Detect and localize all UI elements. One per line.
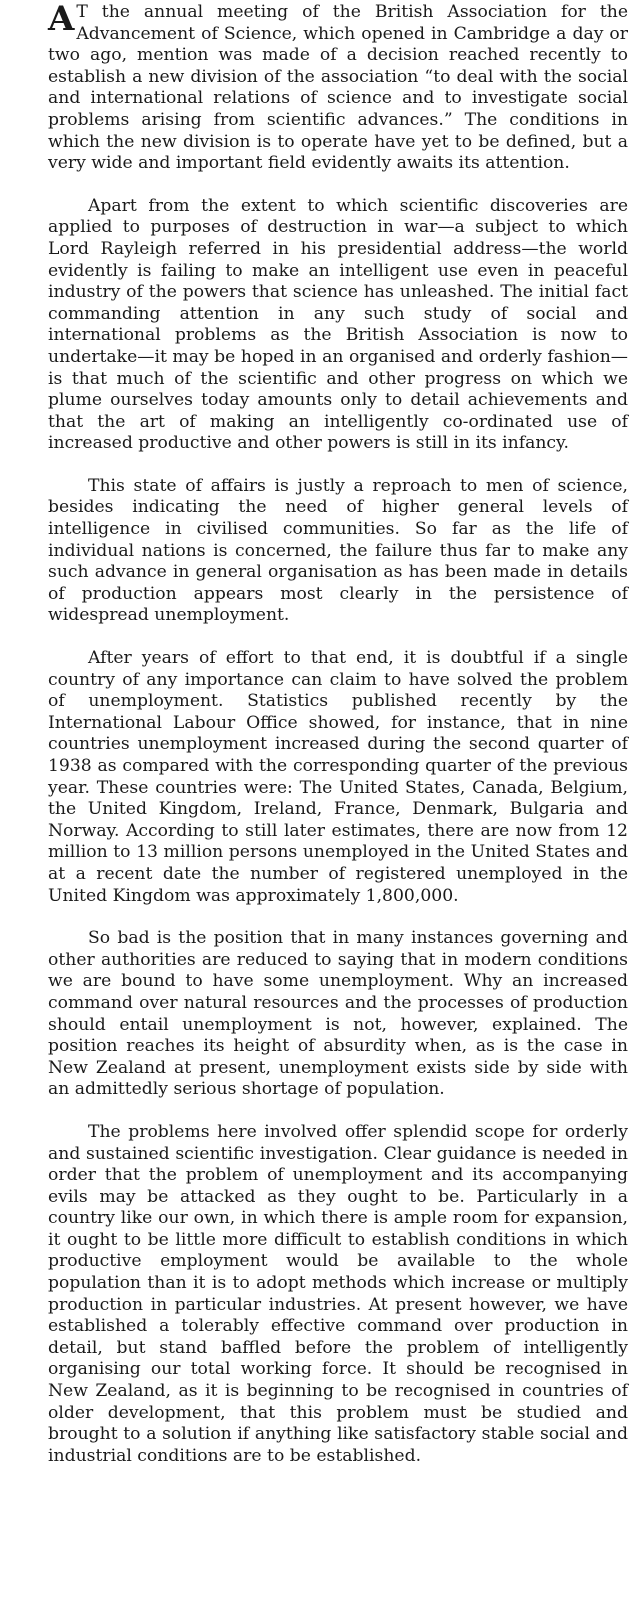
article-paragraph-6: The problems here involved offer splendid scope for orderly and sustained scientific investigation. Clear guidance is needed in order that the problem of unemployment and its accompanying evils may be attacked as they ought to be. Particularly in a country like our own, in which there is ample room for expansion, it ought to be little more difficult to establish conditions in which productive employment would be available to the whole population than it is to adopt methods which increase or multiply production in particular industries. At present however, we have established a tolerably effective command over production in detail, but stand baffled before the problem of intelligently organising our total working force. It should be recognised in New Zealand, as it is beginning to be recognised in countries of older development, that this problem must be studied and brought to a solution if anything like satisfactory stable social and industrial conditions are to be established. bbox=[48, 1121, 628, 1466]
article-paragraph-3: This state of affairs is justly a reproach to men of science, besides indicating the need of higher general levels of intelligence in civilised communities. So far as the life of individual nations is concerned, the failure thus far to make any such advance in general organisation as has been made in details of production appears most clearly in the persistence of widespread unemployment. bbox=[48, 475, 628, 626]
article-paragraph-2: Apart from the extent to which scientific discoveries are applied to purposes of destruction in war—a subject to which Lord Rayleigh referred in his presidential address—the world evidently is failing to make an intelligent use even in peaceful industry of the powers that science has unleashed. The initial fact commanding attention in any such study of social and international problems as the British Association is now to undertake—it may be hoped in an organised and orderly fashion—is that much of the scientific and other progress on which we plume ourselves today amounts only to detail achievements and that the art of making an intelligently co-ordinated use of increased productive and other powers is still in its infancy. bbox=[48, 195, 628, 454]
article-paragraph-1 bbox=[48, 2, 628, 175]
newspaper-article bbox=[48, 0, 628, 1488]
drop-cap: A bbox=[48, 0, 75, 39]
article-paragraph-4: After years of effort to that end, it is doubtful if a single country of any importance can claim to have solved the problem of unemployment. Statistics published recently by the International Labour Office showed, for instance, that in nine countries unemployment increased during the second quarter of 1938 as compared with the corresponding quarter of the previous year. These countries were: The United States, Canada, Belgium, the United Kingdom, Ireland, France, Denmark, Bulgaria and Norway. According to still later estimates, there are now from 12 million to 13 million persons unemployed in the United States and at a recent date the number of registered unemployed in the United Kingdom was approximately 1,800,000. bbox=[48, 648, 628, 906]
article-paragraph-5: So bad is the position that in many instances governing and other authorities are reduced to saying that in modern conditions we are bound to have some unemployment. Why an increased command over natural resources and the processes of production should entail unemployment is not, however, explained. The position reaches its height of absurdity when, as is the case in New Zealand at present, unemployment exists side by side with an admittedly serious shortage of population. bbox=[48, 928, 628, 1100]
paragraph-text: T the annual meeting of the British Association for the Advancement of Science, which opened in Cambridge a day or two ago, mention was made of a decision reached recently to establish a new division of the association “to deal with the social and international relations of science and to investigate social problems arising from scientific advances.” The conditions in which the new division is to operate have yet to be defined, but a very wide and important field evidently awaits its attention. bbox=[48, 2, 628, 174]
